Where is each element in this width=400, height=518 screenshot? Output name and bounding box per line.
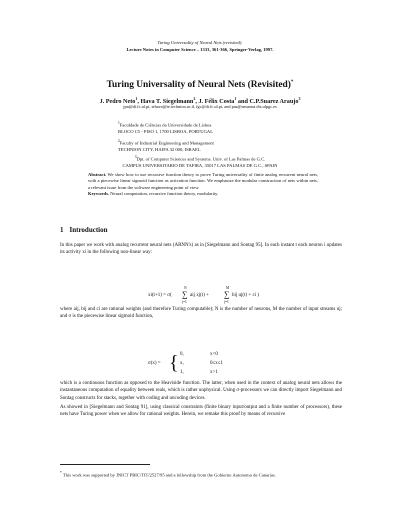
author-name: Hava T. Siegelmann <box>140 98 194 106</box>
case-value: 0, <box>180 352 184 357</box>
section-heading <box>60 226 114 234</box>
eq1-sum2-bottom: j=1 <box>224 300 229 304</box>
eq1-sigma1: ∑ <box>182 290 188 299</box>
abstract <box>88 172 318 197</box>
sigmoid-definition <box>148 349 268 377</box>
eq1-sigma2: ∑ <box>224 290 230 299</box>
footnote-mark: * <box>60 471 62 475</box>
eq1-sum1-bottom: j=1 <box>182 300 187 304</box>
section-number: 1 <box>60 226 64 234</box>
keywords-text: Neural computation, recursive function theory, modularity. <box>110 190 219 196</box>
body-paragraph: where aij, bij and ci are rational weights (and therefore Turing computable); N is the number of neurons, M the number of input streams uj; and σ is the piecewise linear sigmoid function, <box>60 307 342 320</box>
affiliation-1: $^1$Faculdade de Ciências da Universidade de Lisboa BLOCO C5 - PISO 1, 1700 LISBOA, PORTUGAL <box>118 121 214 134</box>
activation-equation <box>148 284 298 304</box>
paper-title <box>0 80 400 90</box>
author-affil: 2 <box>193 96 196 101</box>
author-name: J. Félix Costa <box>198 98 235 106</box>
footnote-text: This work was supported by JNICT PBIC/TIT/2527/95 and a fellowship from the Gobierno Autonomo de Canarias. <box>62 472 276 478</box>
case-value: 1, <box>180 370 184 375</box>
body-paragraph: As showed in [Siegelmann and Sontag 91], using classical constraints (finite binary input/output and a finite number of processors), these nets have Turing power when we allow for rational weights. Herein, we remake this proof by means of recursive <box>60 405 342 418</box>
author-list: J. Pedro Neto$^1$, Hava T. Siegelmann$^2$, J. Félix Costa$^1$ and C.P.Suarez Araujo$^3$ <box>99 96 301 106</box>
eq2-brace: { <box>169 352 179 374</box>
eq1-term1: aij xj(t) + <box>190 293 209 298</box>
publication-info: Lecture Notes in Computer Science – 1333, 361-366, Springer-Verlag, 1997. <box>126 47 274 52</box>
footnote <box>60 470 342 479</box>
eq1-sum2-top: M <box>226 286 230 290</box>
abstract-label: Abstract. <box>88 172 107 177</box>
author-emails: jpn@di.fc.ul.pt, iehava@ie.technion.ac.il, fgc@di.fc.ul.pt, and paz@neurona.dis.ulpgc.es <box>123 104 277 109</box>
eq1-lhs: xi(t+1) = σ( <box>148 293 172 298</box>
author-name: J. Pedro Neto <box>99 98 136 106</box>
body-paragraph: In this paper we work with analog recurrent neural nets (ARNN's) as in [Siegelmann and Sontag 95]. In each instant t each neuron i updates its activity xi in the following non-linear way: <box>60 243 342 256</box>
author-affil: 3 <box>298 96 301 101</box>
eq2-lhs: σ(x) = <box>148 361 161 366</box>
affiliation-3: $^3$Dpt. of Computer Sciences and Systems. Univ. of Las Palmas de G.C. CAMPUS UNIVERSITARIO DE TAFIRA, 35017 LAS PALMAS DE G.C., SPAIN <box>122 155 278 168</box>
author-affil: 1 <box>234 96 237 101</box>
author-affil: 1 <box>135 96 138 101</box>
author-name: and C.P.Suarez Araujo <box>237 98 299 106</box>
case-cond: 0≤x≤1 <box>210 361 223 366</box>
footnote-rule <box>60 464 150 465</box>
running-header: Turing Universality of Neural Nets (revisited). <box>157 40 243 45</box>
eq1-sum1-top: N <box>184 286 187 290</box>
body-paragraph: which is a continuous function as opposed to the Heaviside function. The latter, when used in the context of analog neural nets allows the instantaneous computation of equality between reals, which is rather unphysical. Using σ-processors we can directly import Siegelmann and Sontag constructs for stacks, together with coding and uncoding devices. <box>60 381 342 401</box>
abstract-text: We show how to use recursive function theory to prove Turing universality of finite analog recurrent neural nets, with a piecewise linear sigmoid function as activation function. We emphasize the modular construction of nets within nets, a relevant issue from the software engineering point of view. <box>88 172 319 190</box>
affiliation-2: $^2$Faculty of Industrial Engineering and Management TECHNION CITY, HAIFA 32 000, ISRAEL <box>118 139 214 152</box>
title-footnote-mark: * <box>290 80 294 85</box>
title-text: Turing Universality of Neural Nets (Revisited) <box>106 80 291 91</box>
case-cond: x>1 <box>210 370 218 375</box>
case-cond: x<0 <box>210 352 218 357</box>
case-value: x, <box>180 361 184 366</box>
keywords-label: Keywords. <box>88 190 110 196</box>
eq1-term2: bij uj(t) + ci ) <box>232 293 259 298</box>
section-title: Introduction <box>69 226 108 234</box>
